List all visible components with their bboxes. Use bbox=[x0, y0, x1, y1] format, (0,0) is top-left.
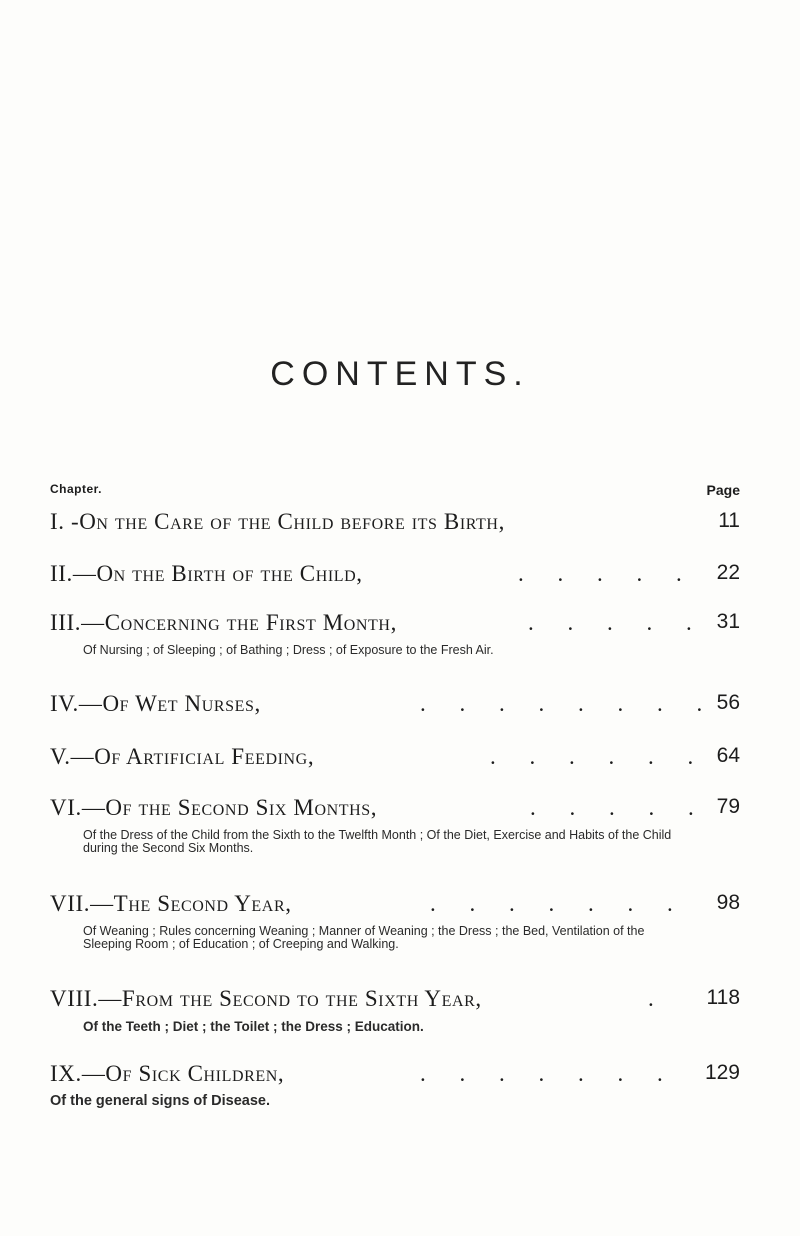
toc-entry-2 bbox=[50, 561, 740, 589]
toc-entry-4 bbox=[50, 691, 740, 719]
page-number: 11 bbox=[718, 509, 740, 532]
page-number: 22 bbox=[716, 561, 740, 584]
chapter-heading: Chapter. bbox=[50, 482, 103, 496]
page-title: CONTENTS. bbox=[270, 355, 530, 393]
chapter-summary: Of Weaning ; Rules concerning Weaning ; Manner of Weaning ; the Dress ; the Bed, Ventilation of the Sleeping Room ; of Education ; of Creeping and Walking. bbox=[83, 924, 645, 951]
chapter-title: III.—Concerning the First Month, bbox=[50, 610, 397, 635]
page-number: 98 bbox=[716, 891, 740, 914]
chapter-title: I. -On the Care of the Child before its Birth, bbox=[50, 509, 505, 534]
toc-entry-5 bbox=[50, 744, 740, 772]
chapter-title: VII.—The Second Year, bbox=[50, 891, 292, 916]
toc-entry-6 bbox=[50, 795, 740, 855]
leader-dots: . . . . . . . . bbox=[420, 691, 717, 716]
toc-entry-8 bbox=[50, 986, 740, 1033]
chapter-title: VIII.—From the Second to the Sixth Year, bbox=[50, 986, 482, 1011]
chapter-summary: Of Nursing ; of Sleeping ; of Bathing ; Dress ; of Exposure to the Fresh Air. bbox=[83, 643, 494, 657]
page-number: 56 bbox=[716, 691, 740, 714]
leader-dots: . bbox=[648, 986, 668, 1011]
page-number: 79 bbox=[716, 795, 740, 818]
toc-entry-3 bbox=[50, 610, 740, 657]
chapter-title: II.—On the Birth of the Child, bbox=[50, 561, 363, 586]
page-number: 64 bbox=[716, 744, 740, 767]
toc-entry-9 bbox=[50, 1061, 740, 1108]
chapter-summary: Of the Dress of the Child from the Sixth to the Twelfth Month ; Of the Diet, Exercise and Habits of the Child during the Second Six Months. bbox=[83, 828, 672, 855]
leader-dots: . . . . . . . bbox=[420, 1061, 677, 1086]
leader-dots: . . . . . bbox=[518, 561, 696, 586]
chapter-title: IV.—Of Wet Nurses, bbox=[50, 691, 261, 716]
page-number: 129 bbox=[704, 1061, 740, 1084]
page-heading: Page bbox=[706, 482, 740, 498]
leader-dots: . . . . . . bbox=[490, 744, 708, 769]
chapter-title: VI.—Of the Second Six Months, bbox=[50, 795, 378, 820]
page-number: 118 bbox=[706, 986, 740, 1009]
chapter-summary: Of the Teeth ; Diet ; the Toilet ; the Dress ; Education. bbox=[83, 1019, 424, 1034]
leader-dots: . . . . . . . bbox=[430, 891, 687, 916]
leader-dots: . . . . . bbox=[528, 610, 706, 635]
toc-entry-7 bbox=[50, 891, 740, 951]
chapter-summary: Of the general signs of Disease. bbox=[50, 1093, 270, 1109]
leader-dots: . . . . . bbox=[530, 795, 708, 820]
chapter-title: V.—Of Artificial Feeding, bbox=[50, 744, 315, 769]
toc-entry-1 bbox=[50, 509, 740, 537]
chapter-title: IX.—Of Sick Children, bbox=[50, 1061, 285, 1086]
page-number: 31 bbox=[716, 610, 740, 633]
